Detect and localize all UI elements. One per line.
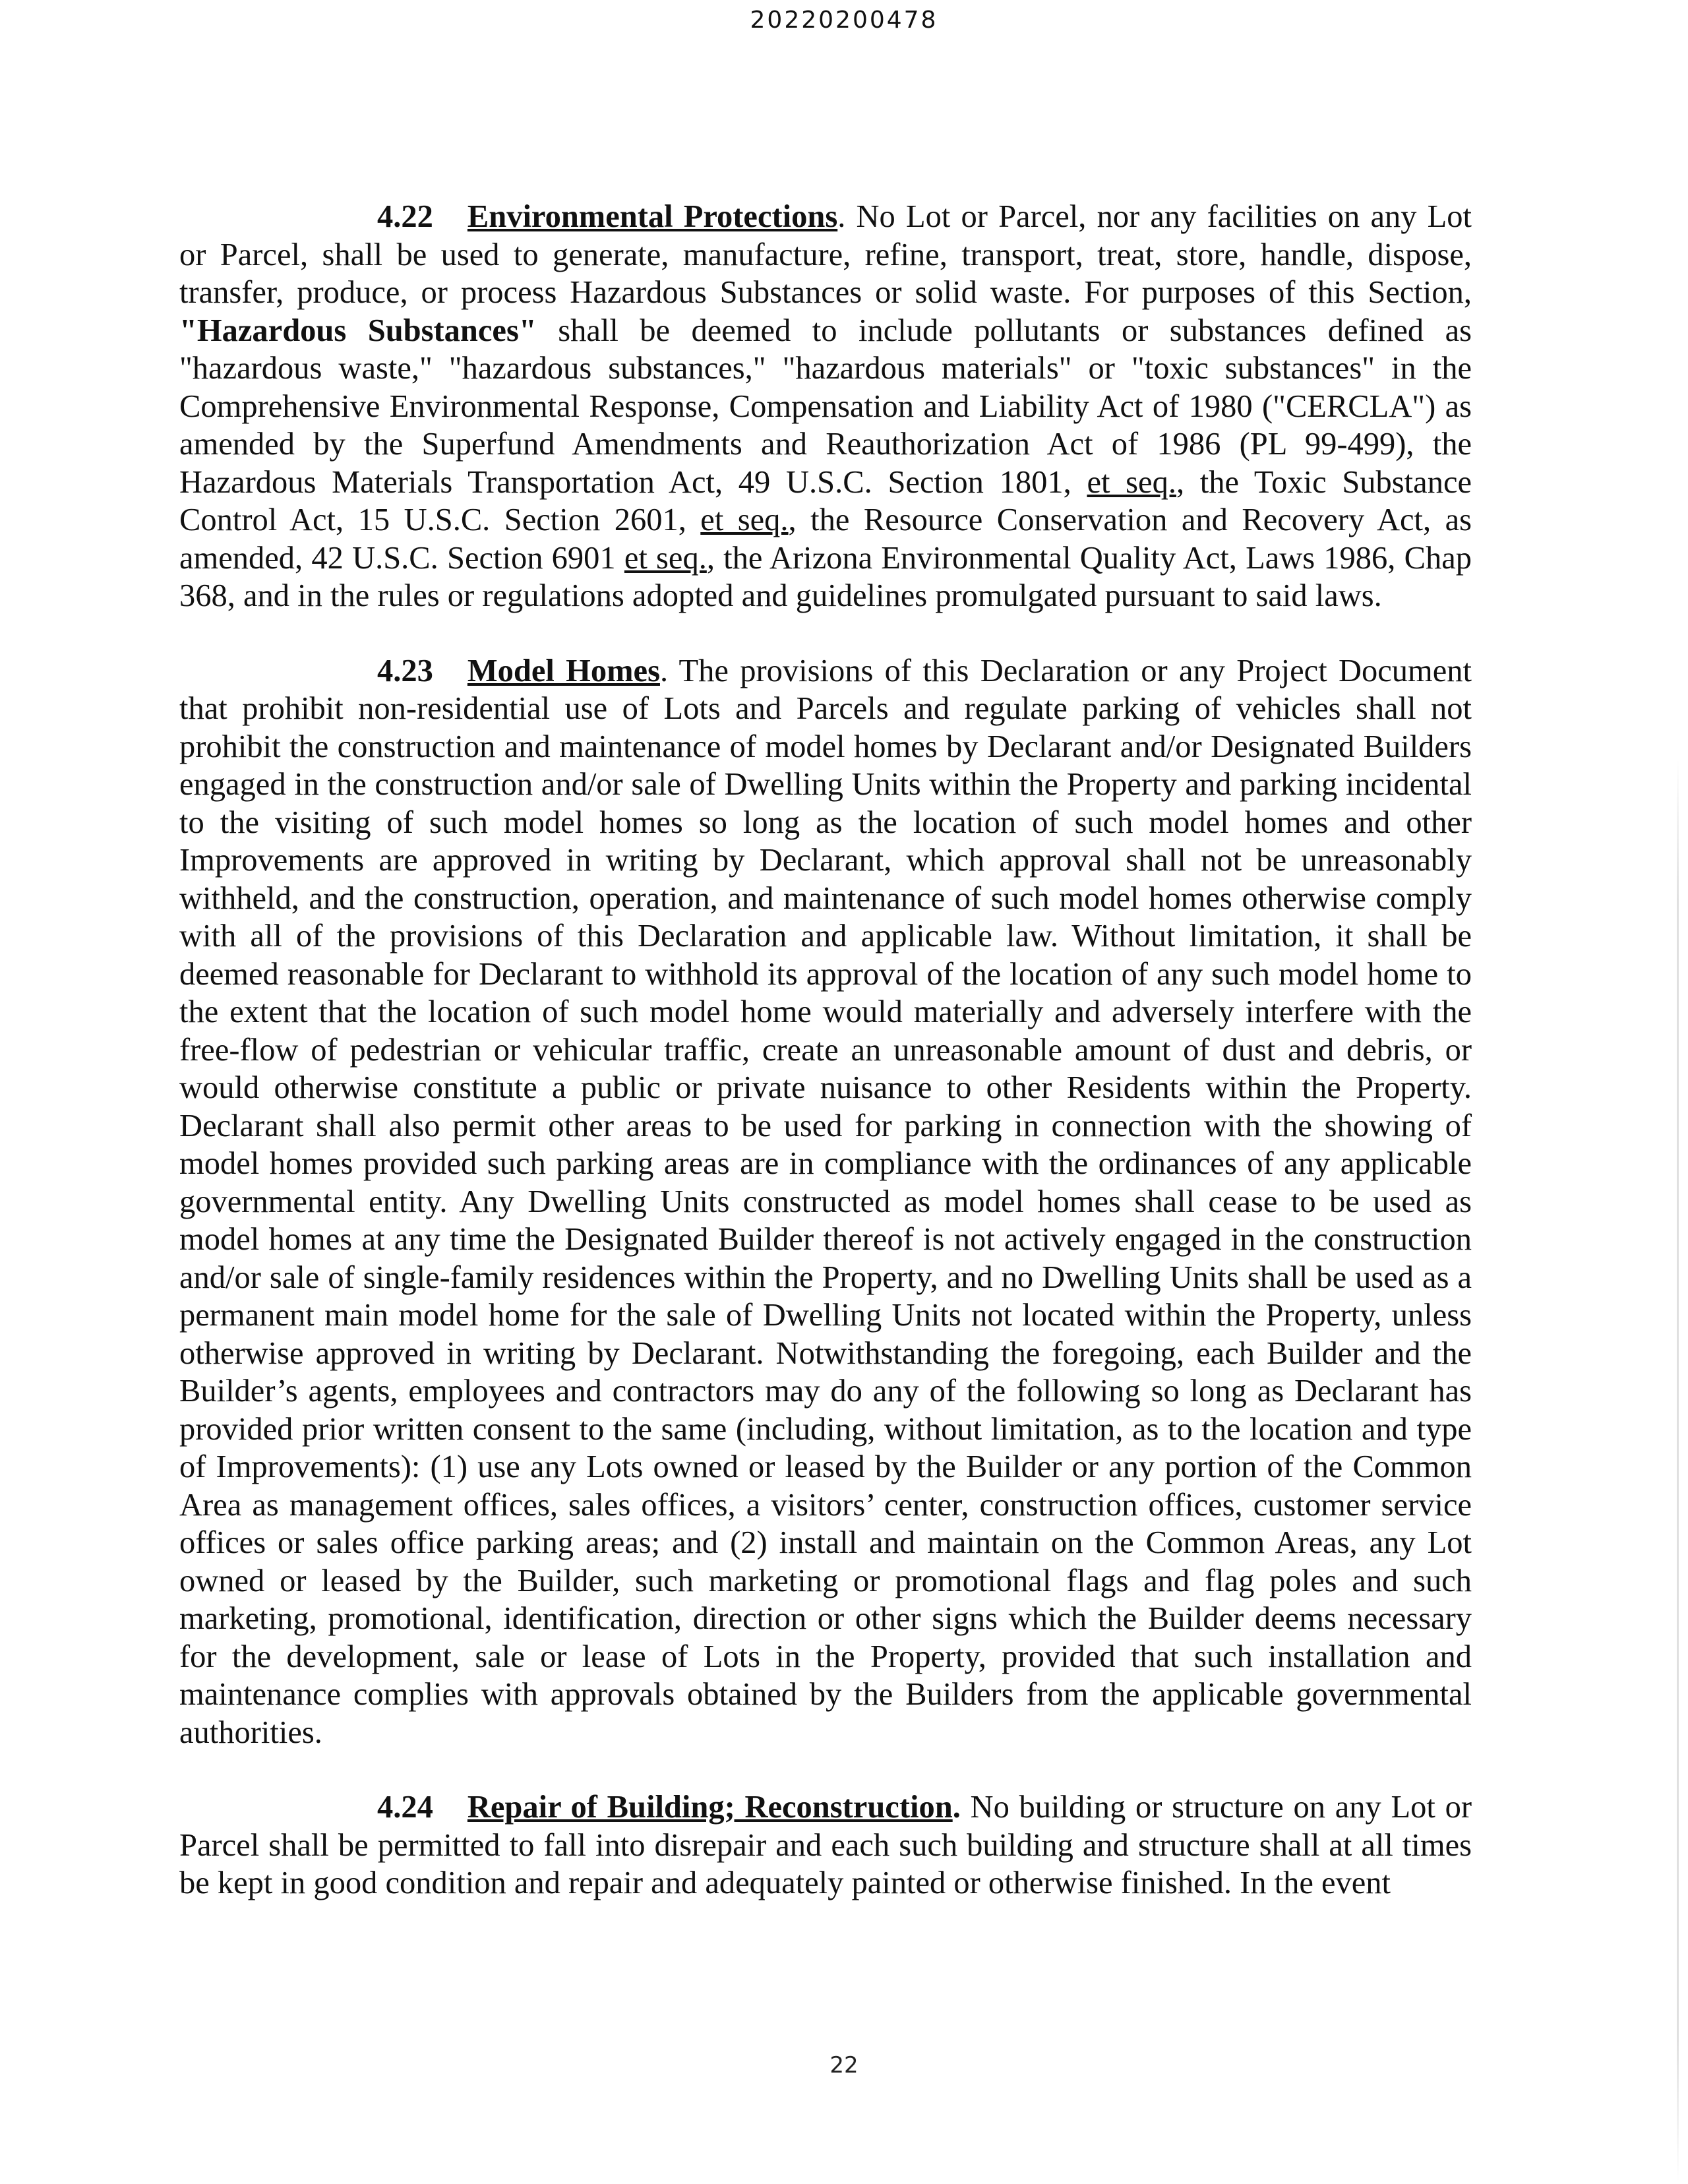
heading-punct: . [837,199,846,234]
section-4-23 [179,652,1472,1752]
page-number: 22 [829,2052,859,2078]
document-body [179,198,1472,1939]
section-paragraph [179,198,1472,615]
section-heading: Model Homes [467,653,660,688]
section-number: 4.24 [377,1790,433,1825]
section-text: shall be deemed to include pollutants or substances defined as "hazardous waste," "hazardous substances," "hazardous materials" or "toxic substances" in the Comprehensive Environmental Response, Compensation and Liability Act of 1980 ("CERCLA") as amended by the Superfund Amendments and Reauthorization Act of 1986 (PL 99-499), the Hazardous Materials Transportation Act, 49 U.S.C. Section 1801, [179,313,1472,500]
section-text: , the Resource Conservation and Recovery Act, as amended, 42 U.S.C. Section 6901 [179,502,1472,576]
scan-edge-mark [1677,758,1679,2183]
defined-term: "Hazardous Substances" [179,313,537,348]
section-number: 4.23 [377,653,433,688]
heading-punct: . [952,1790,961,1825]
section-4-24 [179,1788,1472,1902]
section-text: , the Toxic Substance Control Act, 15 U.S.C. Section 2601, [179,464,1472,537]
section-heading: Repair of Building; Reconstruction [467,1790,953,1825]
section-text: No Lot or Parcel, nor any facilities on any Lot or Parcel, shall be used to generate, manufacture, refine, transport, treat, store, handle, dispose, transfer, produce, or process Hazardous Substances or solid waste. For purposes of this Section, [179,199,1472,310]
et-seq-citation: et seq. [624,540,707,576]
section-text: The provisions of this Declaration or any Project Document that prohibit non-residential use of Lots and Parcels and regulate parking of vehicles shall not prohibit the construction and maintenance of model homes by Declarant and/or Designated Builders engaged in the construction and/or sale of Dwelling Units within the Property and parking incidental to the visiting of such model homes so long as the location of such model homes and other Improvements are approved in writing by Declarant, which approval shall not be unreasonably withheld, and the construction, operation, and maintenance of such model homes otherwise comply with all of the provisions of this Declaration and applicable law. Without limitation, it shall be deemed reasonable for Declarant to withhold its approval of the location of any such model home to the extent that the location of such model home would materially and adversely interfere with the free-flow of pedestrian or vehicular traffic, create an unreasonable amount of dust and debris, or would otherwise constitute a public or private nuisance to other Residents within the Property. Declarant shall also permit other areas to be used for parking in connection with the showing of model homes provided such parking areas are in compliance with the ordinances of any applicable governmental entity. Any Dwelling Units constructed as model homes shall cease to be used as model homes at any time the Designated Builder thereof is not actively engaged in the construction and/or sale of single-family residences within the Property, and no Dwelling Units shall be used as a permanent main model home for the sale of Dwelling Units not located within the Property, unless otherwise approved in writing by Declarant. Notwithstanding the foregoing, each Builder and the Builder’s agents, employees and contractors may do any of the following so long as Declarant has provided prior written consent to the same (including, without limitation, as to the location and type of Improvements): (1) use any Lots owned or leased by the Builder or any portion of the Common Area as management offices, sales offices, a visitors’ center, construction offices, customer service offices or sales office parking areas; and (2) install and maintain on the Common Areas, any Lot owned or leased by the Builder, such marketing or promotional flags and flag poles and such marketing, promotional, identification, direction or other signs which the Builder deems necessary for the development, sale or lease of Lots in the Property, provided that such installation and maintenance complies with approvals obtained by the Builders from the applicable governmental authorities. [179,653,1472,1750]
section-heading: Environmental Protections [467,199,838,234]
heading-punct: . [659,653,669,688]
document-number: 20220200478 [750,7,938,34]
section-paragraph [179,1788,1472,1902]
section-text: No building or structure on any Lot or Parcel shall be permitted to fall into disrepair and each such building and structure shall at all times be kept in good condition and repair and adequately painted or otherwise finished. In the event [179,1790,1472,1900]
et-seq-citation: et seq. [1087,464,1176,500]
section-text: , the Arizona Environmental Quality Act, Laws 1986, Chap 368, and in the rules or regulations adopted and guidelines promulgated pursuant to said laws. [179,540,1472,613]
section-number: 4.22 [377,199,433,234]
section-paragraph [179,652,1472,1752]
et-seq-citation: et seq. [700,502,789,537]
section-4-22 [179,198,1472,615]
